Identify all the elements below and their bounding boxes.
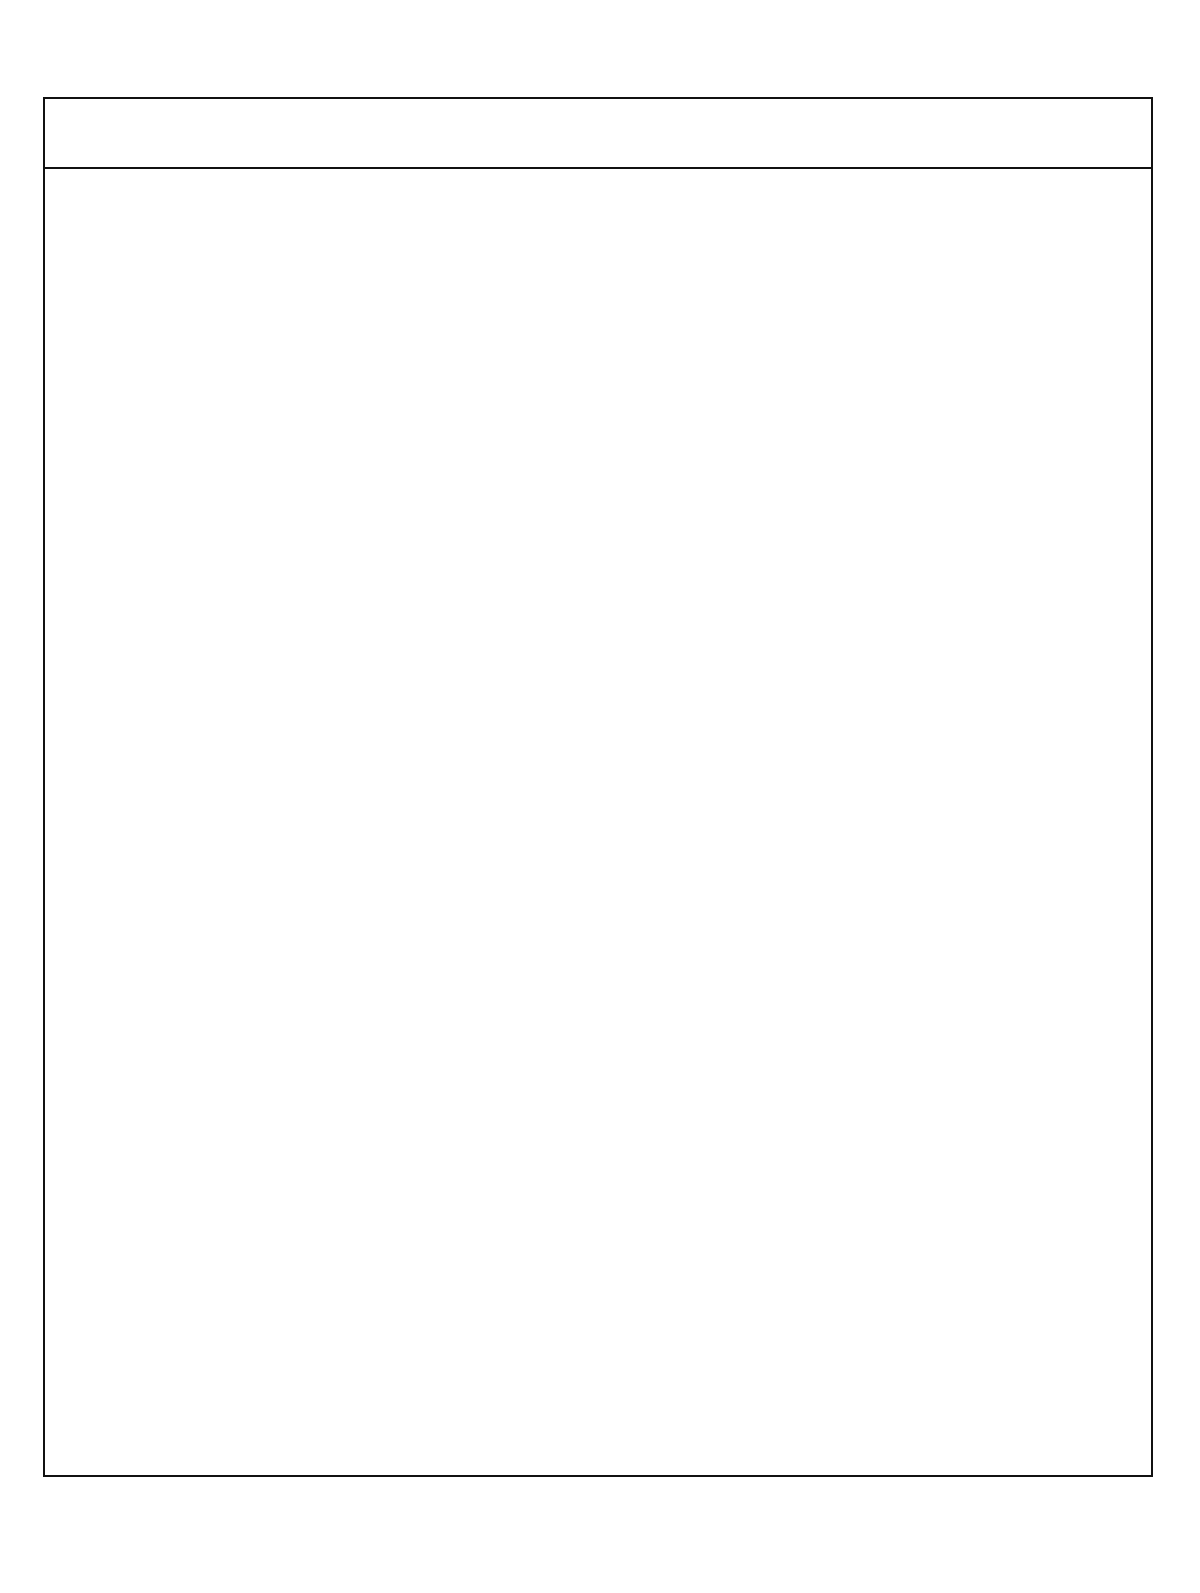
title-bar xyxy=(45,99,1151,169)
page-frame xyxy=(43,97,1153,1477)
